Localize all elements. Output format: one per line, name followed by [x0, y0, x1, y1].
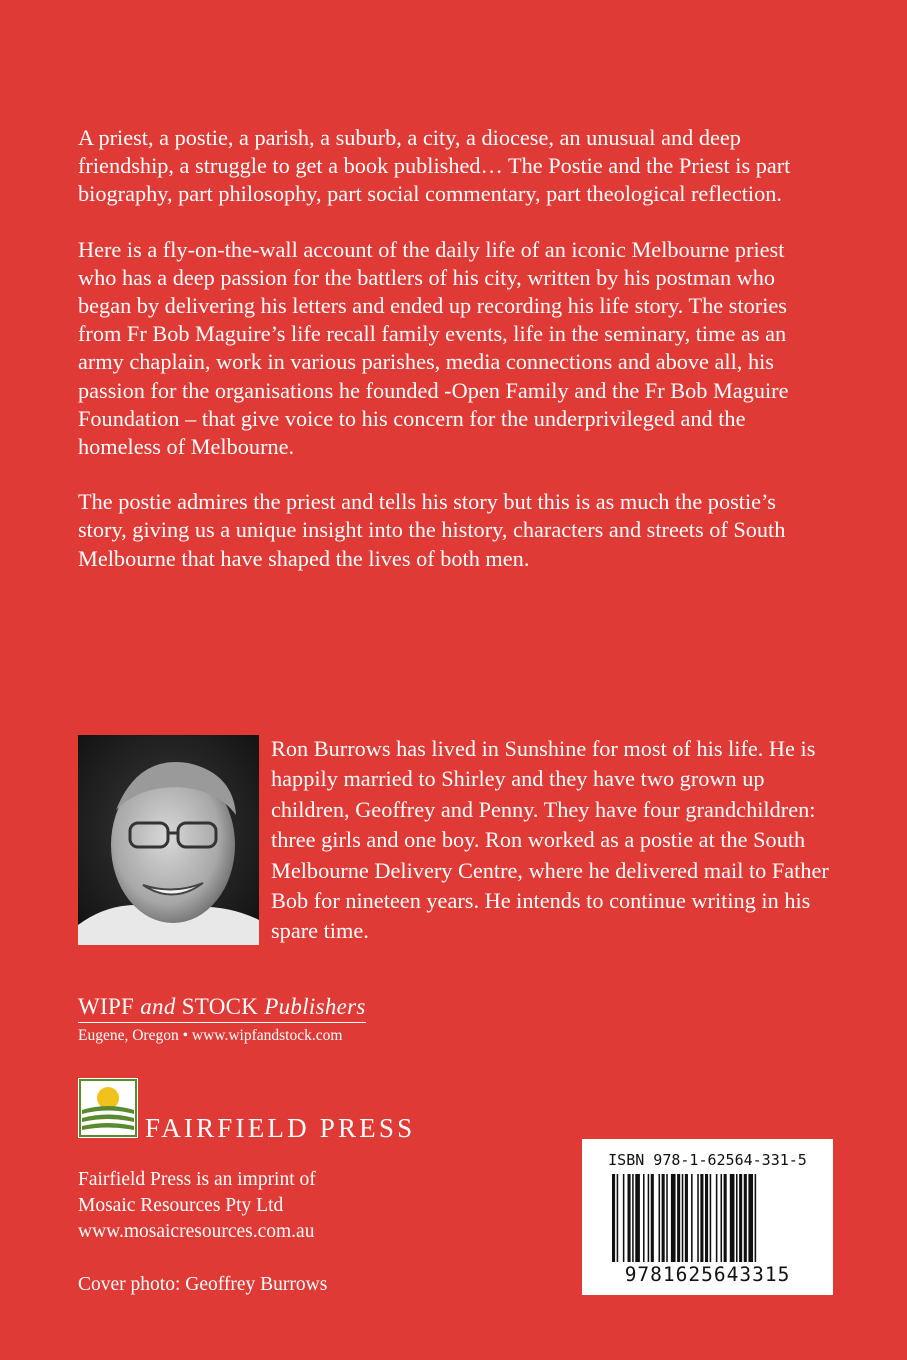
- author-bio: Ron Burrows has lived in Sunshine for most of his life. He is happily married to Shirley and they have two grown up children, Geoffrey and Penny. They have four grandchildren: three girls and one boy. Ron worked as a postie at the South Melbourne Delivery Centre, where he delivered mail to Father Bob for nineteen years. He intends to continue writing in his spare time.: [271, 736, 829, 944]
- barcode-bar: [659, 1174, 661, 1262]
- barcode-bar: [748, 1174, 753, 1262]
- barcode-bar: [697, 1174, 699, 1262]
- barcode-bar: [662, 1174, 665, 1262]
- barcode-bar: [724, 1174, 727, 1262]
- blurb-paragraph-1: A priest, a postie, a parish, a suburb, a city, a diocese, an unusual and deep friendship, a struggle to get a book published… The Postie and the Priest is part biography, part philosophy, part social commentary, part theological reflection.: [78, 125, 791, 207]
- barcode-bar: [730, 1174, 735, 1262]
- cover-photo-credit: Cover photo: Geoffrey Burrows: [78, 1274, 328, 1295]
- fairfield-press-name: FAIRFIELD PRESS: [145, 1113, 416, 1143]
- barcode-bar: [710, 1174, 712, 1262]
- barcode-bar: [691, 1174, 693, 1262]
- imprint-line-2: Mosaic Resources Pty Ltd: [78, 1195, 284, 1216]
- barcode-digits: 9781625643315: [624, 1263, 791, 1286]
- barcode-bar: [628, 1174, 631, 1262]
- isbn-barcode: [582, 1139, 833, 1295]
- barcode-bar: [617, 1174, 619, 1262]
- wipf-word: WIPF: [78, 994, 135, 1019]
- barcode-bar: [716, 1174, 718, 1262]
- barcode-bar: [705, 1174, 708, 1262]
- blurb-paragraph-3: The postie admires the priest and tells his story but this is as much the postie’s story, giving us a unique insight into the history, characters and streets of South Melbourne that have shaped the lives of both men.: [78, 489, 786, 571]
- barcode-bar: [635, 1174, 640, 1262]
- barcode-bar: [671, 1174, 676, 1262]
- wipf-location: Eugene, Oregon • www.wipfandstock.com: [78, 1027, 343, 1044]
- barcode-bar: [651, 1174, 654, 1262]
- barcode-bar: [643, 1174, 645, 1262]
- publishers-word: Publishers: [264, 994, 366, 1019]
- barcode-bar: [739, 1174, 742, 1262]
- barcode-bar: [755, 1174, 757, 1262]
- barcode-bar: [623, 1174, 625, 1262]
- barcode-bar: [685, 1174, 688, 1262]
- barcode-bar: [700, 1174, 703, 1262]
- barcode-bar: [744, 1174, 747, 1262]
- barcode-bar: [632, 1174, 634, 1262]
- back-cover-blurb: [78, 124, 818, 600]
- imprint-info: [78, 1167, 316, 1245]
- sun-over-fields-icon: [78, 1078, 138, 1138]
- barcode-bar: [682, 1174, 684, 1262]
- barcode-bar: [721, 1174, 723, 1262]
- barcode-bars: [612, 1174, 803, 1262]
- barcode-bar: [612, 1174, 615, 1262]
- barcode-bar: [677, 1174, 680, 1262]
- author-photo: [78, 735, 259, 945]
- isbn-label: ISBN 978-1-62564-331-5: [608, 1151, 807, 1169]
- stock-word: STOCK: [181, 994, 259, 1019]
- imprint-website: www.mosaicresources.com.au: [78, 1221, 315, 1242]
- barcode-bar: [736, 1174, 738, 1262]
- barcode-bar: [666, 1174, 668, 1262]
- imprint-line-1: Fairfield Press is an imprint of: [78, 1169, 316, 1190]
- wipf-and-stock-publisher: [78, 993, 398, 1045]
- blurb-paragraph-2: Here is a fly-on-the-wall account of the daily life of an iconic Melbourne priest who has a deep passion for the battlers of his city, written by his postman who began by delivering his letters and ended up recording his life story. The stories from Fr Bob Maguire’s life recall family events, life in the seminary, time as an army chaplain, work in various parishes, media connections and above all, his passion for the organisations he founded -Open Family and the Fr Bob Maguire Foundation – that give voice to his concern for the underprivileged and the homeless of Melbourne.: [78, 236, 789, 460]
- wipf-and-stock-name: [78, 993, 366, 1023]
- and-word: and: [140, 994, 176, 1019]
- barcode-bar: [648, 1174, 650, 1262]
